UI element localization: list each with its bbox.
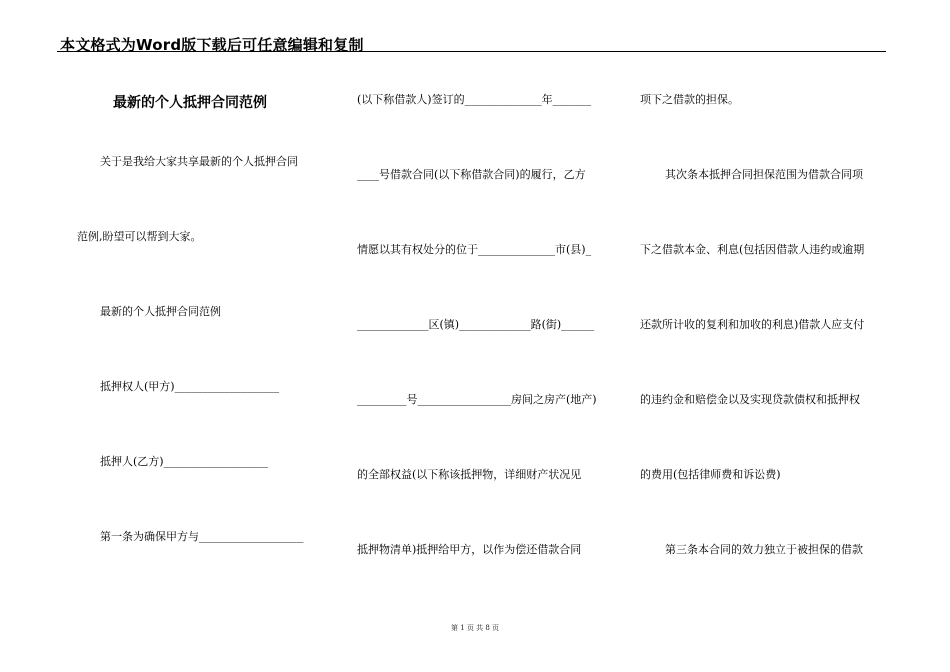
col2-line-6: 的全部权益(以下称该抵押物，详细财产状况见 [357, 468, 582, 481]
col3-line-6: 的费用(包括律师费和诉讼费) [640, 468, 781, 481]
col2-line-3: 情愿以其有权处分的位于______________市(县)_ [357, 243, 592, 256]
col1-line-6: 第一条为确保甲方与___________________ [100, 530, 304, 543]
col1-line-4: 抵押权人(甲方)___________________ [100, 380, 280, 393]
page-number-footer: 第 1 页 共 8 页 [450, 624, 500, 632]
col3-line-5: 的违约金和赔偿金以及实现贷款债权和抵押权 [640, 393, 860, 406]
col1-line-1: 关于是我给大家共享最新的个人抵押合同 [100, 155, 298, 168]
col2-line-4: _____________区(镇)_____________路(街)______ [357, 318, 595, 331]
col3-line-7: 第三条本合同的效力独立于被担保的借款 [665, 543, 863, 556]
col1-line-5: 抵押人(乙方)___________________ [100, 455, 269, 468]
col2-line-2: ____号借款合同(以下称借款合同)的履行，乙方 [357, 168, 586, 181]
col2-line-5: _________号_________________房间之房产(地产) [357, 393, 597, 406]
col3-line-2: 其次条本抵押合同担保范围为借款合同项 [665, 168, 863, 181]
col2-line-1: (以下称借款人)签订的______________年_______ [357, 93, 592, 106]
col1-line-2: 范例,盼望可以帮到大家。 [77, 230, 202, 243]
header-divider [57, 51, 886, 52]
col1-line-3: 最新的个人抵押合同范例 [100, 305, 221, 318]
col3-line-3: 下之借款本金、利息(包括因借款人违约或逾期 [640, 243, 865, 256]
col2-line-7: 抵押物清单)抵押给甲方，以作为偿还借款合同 [357, 543, 582, 556]
col3-line-1: 项下之借款的担保。 [640, 93, 739, 106]
col3-line-4: 还款所计收的复利和加收的利息)借款人应支付 [640, 318, 865, 331]
header-title: 本文格式为Word版下载后可任意编辑和复制 [60, 36, 364, 54]
document-title: 最新的个人抵押合同范例 [113, 95, 267, 111]
